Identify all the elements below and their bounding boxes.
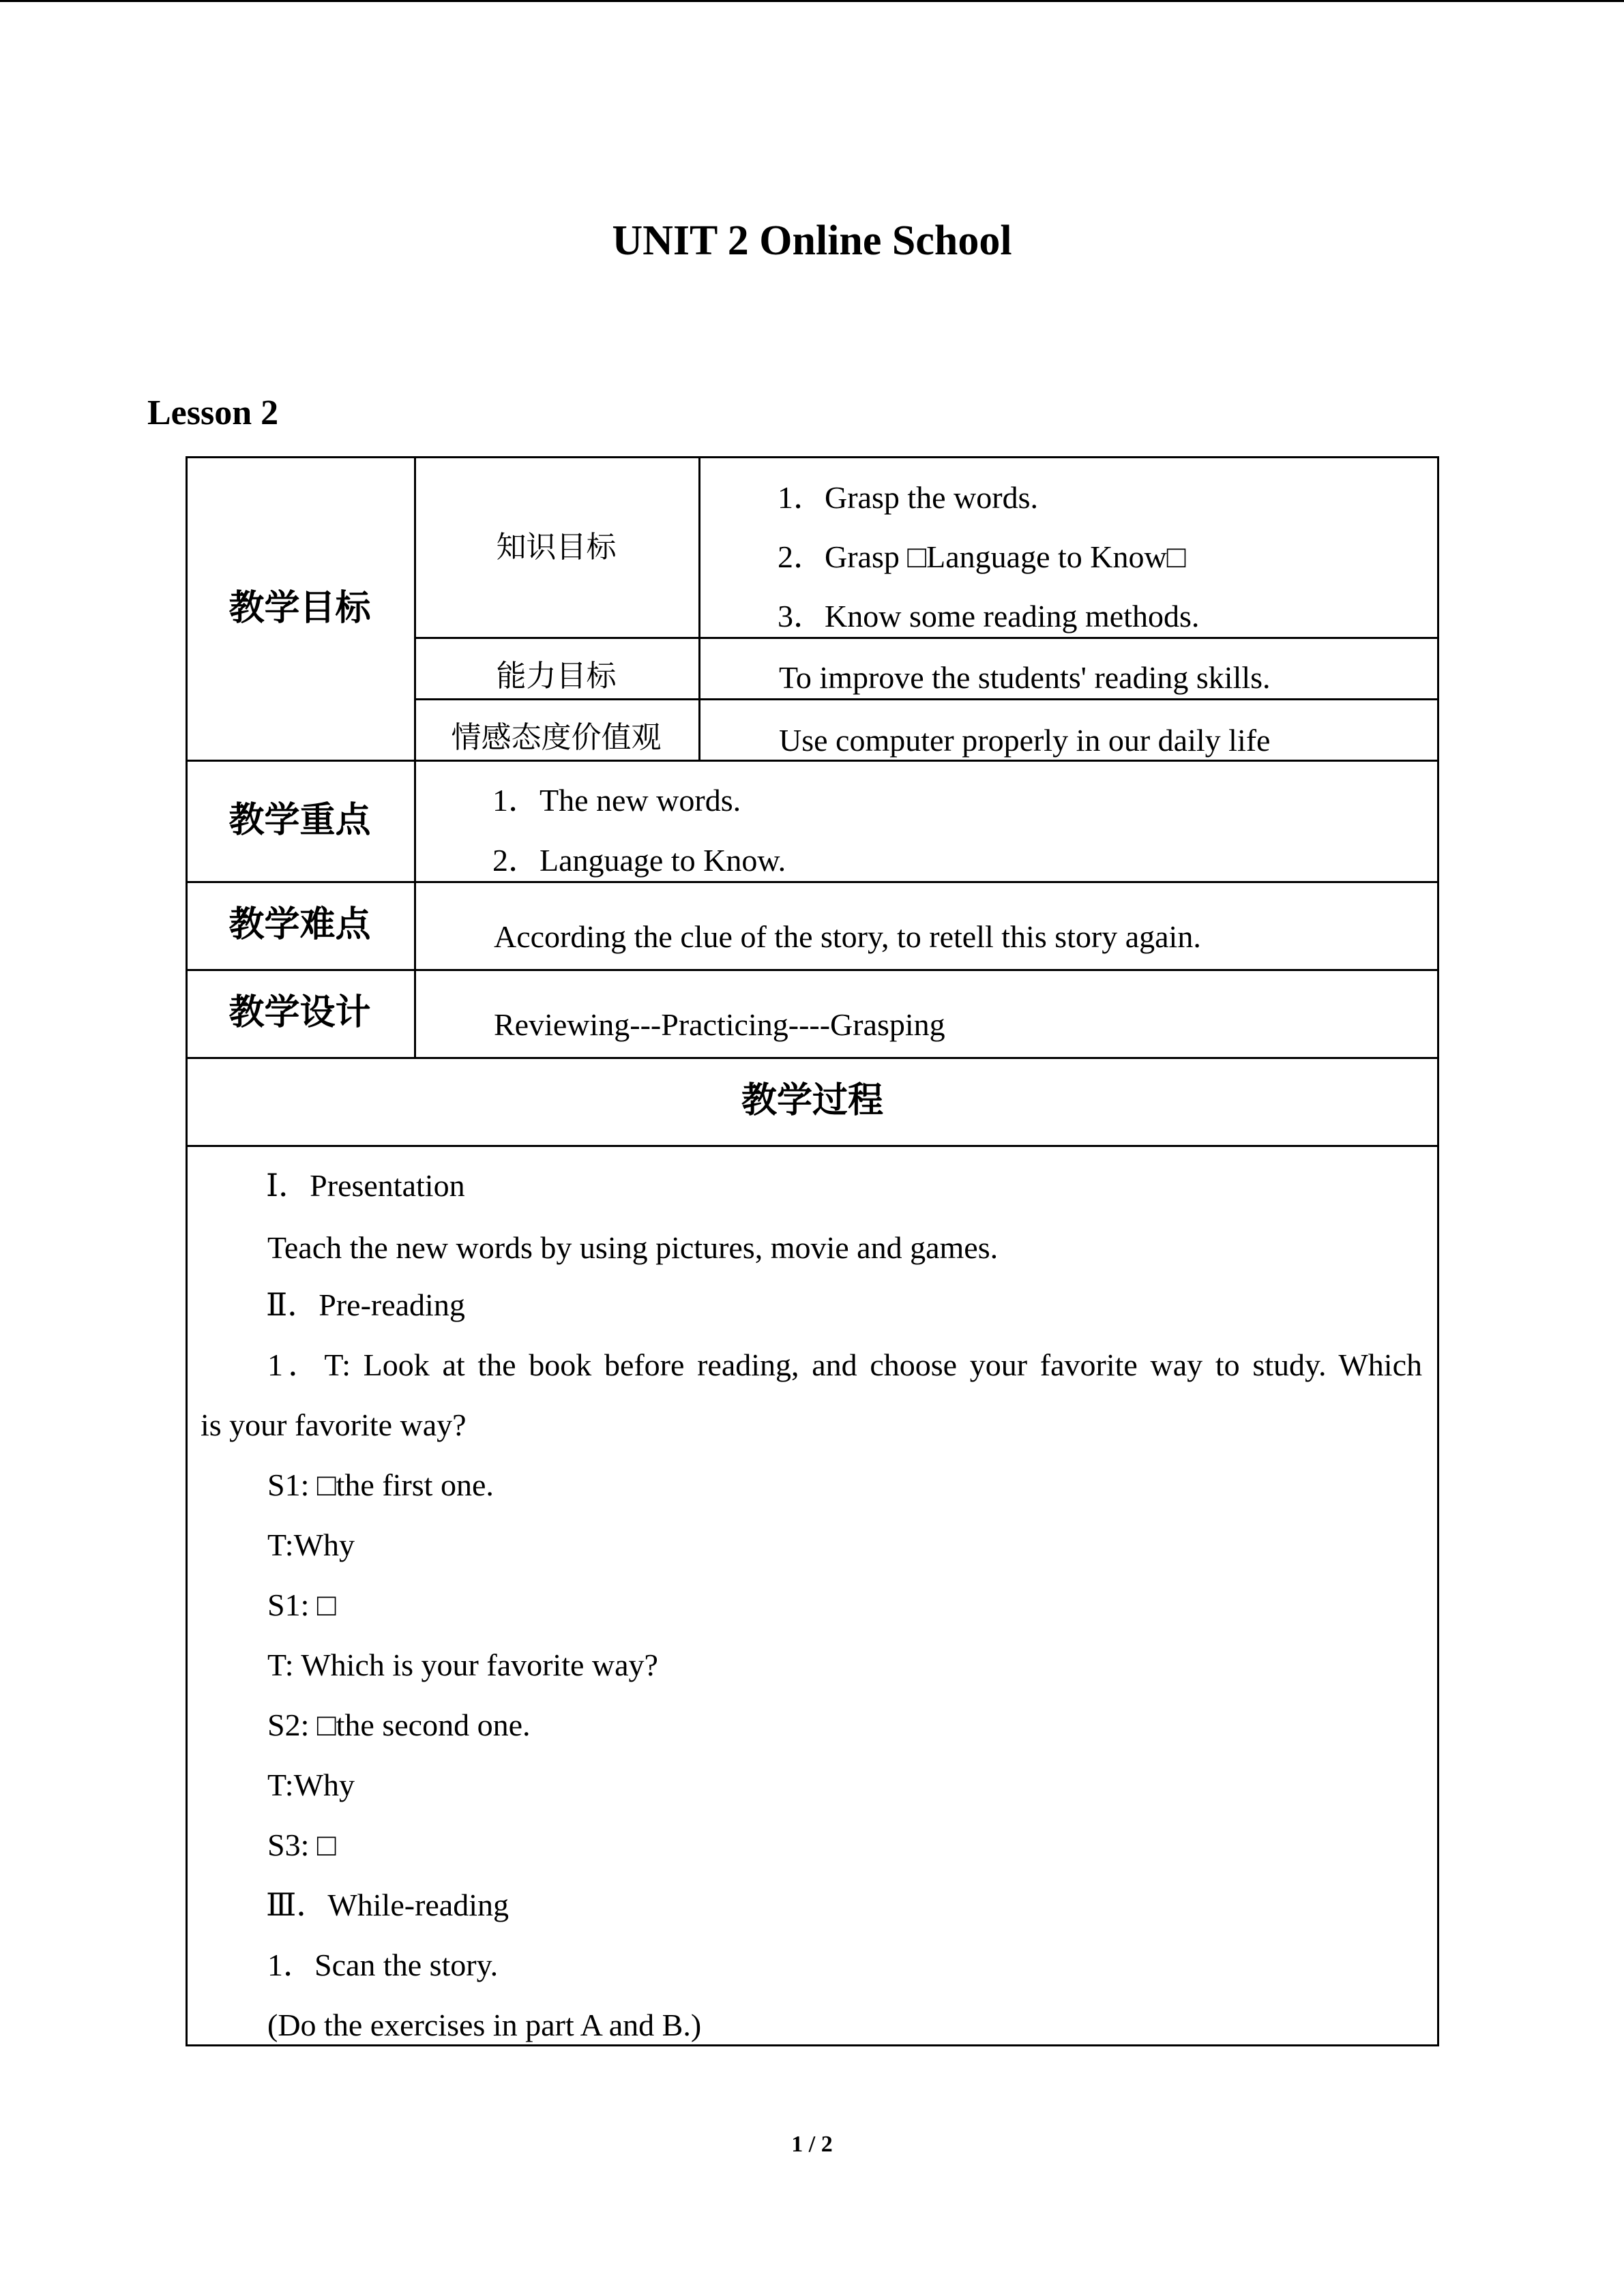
page-number: 1 / 2	[791, 2132, 833, 2157]
table-border-top	[186, 456, 1439, 458]
knowledge-item-1: 1．Grasp the words.	[778, 480, 1038, 515]
row-divider	[186, 1145, 1439, 1147]
key-point-1: 1．The new words.	[492, 783, 741, 818]
process-line: Ⅱ．Pre-reading	[266, 1287, 465, 1322]
process-line: S3: □	[267, 1828, 336, 1862]
difficulties-label: 教学难点	[228, 904, 371, 945]
page-top-border	[0, 0, 1624, 2]
process-line: Ⅰ．Presentation	[266, 1168, 465, 1203]
page-title: UNIT 2 Online School	[612, 218, 1012, 264]
process-line: T:Why	[267, 1768, 355, 1802]
process-line: 1．Scan the story.	[267, 1948, 499, 1982]
row-divider	[414, 637, 1439, 639]
key-points-label: 教学重点	[228, 800, 371, 841]
process-line: is your favorite way?	[201, 1407, 467, 1442]
difficulties-text: According the clue of the story, to retell this story again.	[494, 919, 1201, 954]
design-text: Reviewing---Practicing----Grasping	[494, 1007, 945, 1042]
process-line: Ⅲ．While-reading	[266, 1888, 510, 1922]
process-header: 教学过程	[741, 1080, 883, 1121]
design-label: 教学设计	[228, 992, 371, 1033]
process-line: T: Which is your favorite way?	[267, 1648, 658, 1682]
knowledge-objective-label: 知识目标	[496, 530, 617, 565]
table-border-left	[186, 456, 188, 2046]
lesson-plan-table	[186, 456, 1439, 2046]
process-line: T:Why	[267, 1527, 355, 1562]
row-divider	[186, 969, 1439, 971]
process-line: Teach the new words by using pictures, movie and games.	[267, 1230, 999, 1265]
process-line: S1: □the first one.	[267, 1467, 494, 1502]
process-line: S2: □the second one.	[267, 1708, 531, 1742]
row-divider	[186, 1057, 1439, 1059]
ability-objective-label: 能力目标	[496, 659, 617, 694]
column-divider	[698, 456, 700, 760]
emotion-objective-text: Use computer properly in our daily life	[779, 723, 1271, 758]
key-point-2: 2．Language to Know.	[492, 843, 786, 878]
lesson-heading: Lesson 2	[147, 393, 279, 432]
process-line: 1．T: Look at the book before reading, and choose your favorite way to study. Which	[267, 1347, 1422, 1382]
emotion-objective-label: 情感态度价值观	[451, 720, 662, 755]
process-line: S1: □	[267, 1587, 336, 1622]
knowledge-item-2: 2．Grasp □Language to Know□	[778, 539, 1186, 574]
row-divider	[414, 698, 1439, 700]
row-divider	[186, 881, 1439, 883]
ability-objective-text: To improve the students' reading skills.	[779, 660, 1271, 695]
table-border-right	[1437, 456, 1439, 2046]
knowledge-item-3: 3．Know some reading methods.	[778, 599, 1200, 633]
process-line: (Do the exercises in part A and B.)	[267, 2008, 702, 2042]
objectives-label: 教学目标	[228, 588, 371, 629]
